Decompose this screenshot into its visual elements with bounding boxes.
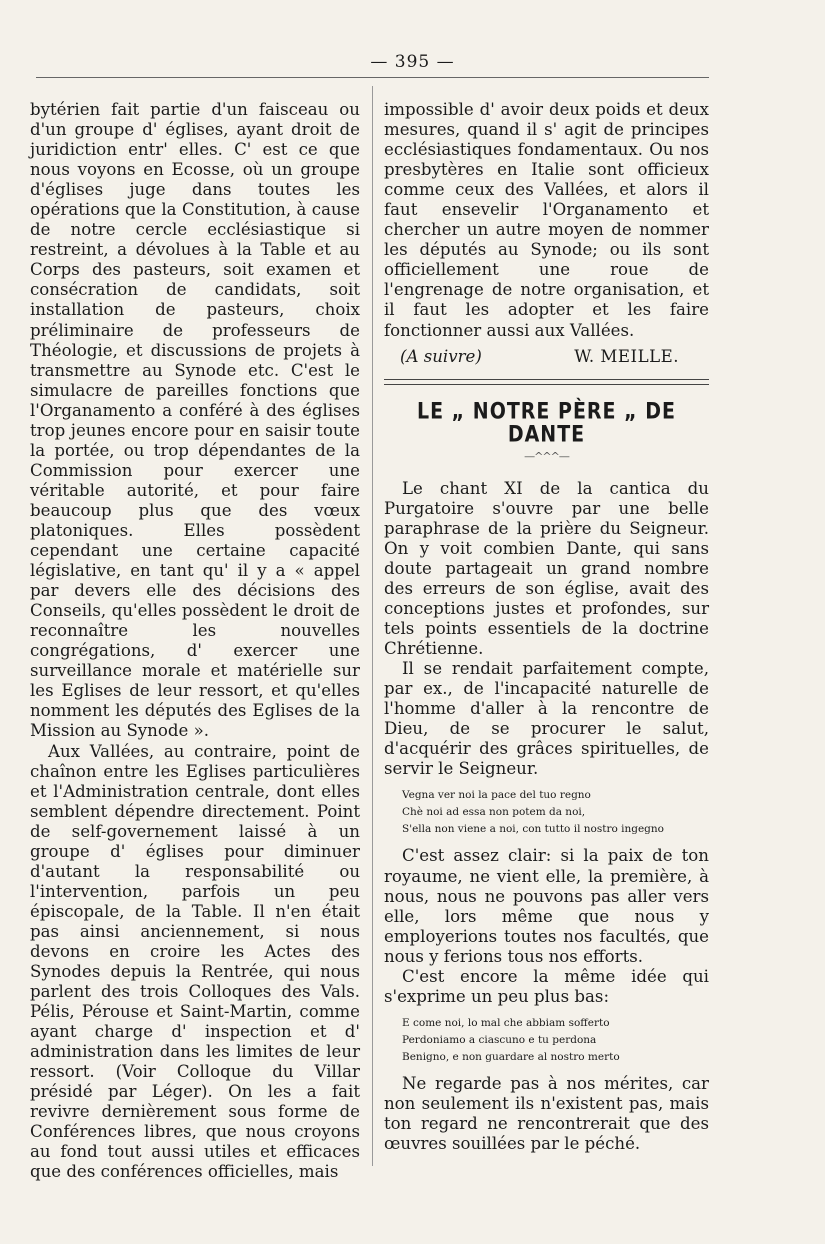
paragraph: C'est assez clair: si la paix de ton royaume, ne vient elle, la première, à nous, nous ne pouvons pas aller vers elle, lors même que nous y employerions toutes nos facultés, que nous y ferions tous nos efforts.	[384, 846, 709, 966]
signature-line	[384, 347, 709, 367]
title-ornament: —^^^—	[524, 449, 569, 463]
verse-line: Perdoniamo a ciascuno e tu perdona	[402, 1033, 597, 1046]
verse-quote	[402, 1015, 709, 1066]
verse-line: S'ella non viene a noi, con tutto il nostro ingegno	[402, 823, 664, 836]
page-number: — 395 —	[370, 52, 455, 72]
column-divider	[372, 86, 373, 1166]
verse-line: Vegna ver noi la pace del tuo regno	[402, 789, 591, 802]
paragraph: impossible d' avoir deux poids et deux mesures, quand il s' agit de principes ecclésiastiques fondamentaux. Ou nos presbytères en Italie sont officieux comme ceux des Vallées, et alors il faut ensevelir l'Organamento et chercher un autre moyen de nommer les députés au Synode; ou ils sont officiellement une roue de l'engrenage de notre organisation, et il faut les adopter et les faire fonctionner aussi aux Vallées.	[384, 100, 709, 340]
article-title: LE „ NOTRE PÈRE „ DE DANTE	[416, 398, 677, 447]
section-separator	[384, 379, 709, 385]
verse-quote	[402, 787, 709, 838]
verse-line: Benigno, e non guardare al nostro merto	[402, 1050, 620, 1063]
paragraph: Il se rendait parfaitement compte, par ex., de l'incapacité naturelle de l'homme d'aller à la rencontre de Dieu, de se procurer le salut, d'acquérir des grâces spirituelles, de servir le Seigneur.	[384, 659, 709, 779]
header-rule	[36, 77, 709, 78]
left-column	[30, 100, 360, 1183]
paragraph: Aux Vallées, au contraire, point de chaînon entre les Eglises particulières et l'Administration centrale, dont elles semblent dépendre directement. Point de self-governement laissé à un groupe d' églises pour diminuer d'autant la responsabilité ou l'intervention, parfois un peu épiscopale, de la Table. Il n'en était pas ainsi anciennement, si nous devons en croire les Actes des Synodes depuis la Rentrée, qui nous parlent des trois Colloques des Vals. Pélis, Pérouse et Saint-Martin, comme ayant charge d' inspection et d' administration dans les limites de leur ressort. (Voir Colloque du Villar présidé par Léger). On les a fait revivre dernièrement sous forme de Conférences libres, que nous croyons au fond tout aussi utiles et efficaces que des conférences officielles, mais	[30, 741, 360, 1182]
paragraph: C'est encore la même idée qui s'exprime un peu plus bas:	[384, 966, 709, 1006]
verse-line: E come noi, lo mal che abbiam sofferto	[402, 1016, 610, 1029]
verse-line: Chè noi ad essa non potem da noi,	[402, 806, 586, 819]
paragraph: bytérien fait partie d'un faisceau ou d'un groupe d' églises, ayant droit de juridiction entr' elles. C' est ce que nous voyons en Ecosse, où un groupe d'églises juge dans toutes les opérations que la Constitution, à cause de notre cercle ecclésiastique si restreint, a dévolues à la Table et au Corps des pasteurs, soit examen et consécration de candidats, soit installation de pasteurs, choix préliminaire de professeurs de Théologie, et discussions de projets à transmettre au Synode etc. C'est le simulacre de pareilles fonctions que l'Organamento a conféré à des églises trop jeunes encore pour en saisir toute la portée, ou trop dépendantes de la Commission pour exercer une véritable autorité, et pour faire beaucoup plus que des vœux platoniques. Elles possèdent cependant une certaine capacité législative, en tant qu' il y a « appel par devers elle des décisions des Conseils, qu'elles possèdent le droit de reconnaître les nouvelles congrégations, d' exercer une surveillance morale et matérielle sur les Eglises de leur ressort, et qu'elles nomment les députés des Eglises de la Mission au Synode ».	[30, 100, 360, 741]
author-signature: W. MEILLE.	[574, 346, 679, 366]
paragraph: Le chant XI de la cantica du Purgatoire s'ouvre par une belle paraphrase de la prière du Seigneur. On y voit combien Dante, qui sans doute partageait un grand nombre des erreurs de son église, avait des conceptions justes et profondes, sur tels points essentiels de la doctrine Chrétienne.	[384, 478, 709, 659]
to-be-continued: (A suivre)	[400, 346, 482, 366]
right-column	[384, 100, 709, 1154]
paragraph: Ne regarde pas à nos mérites, car non seulement ils n'existent pas, mais ton regard ne rencontrerait que des œuvres souillées par le péché.	[384, 1073, 709, 1153]
